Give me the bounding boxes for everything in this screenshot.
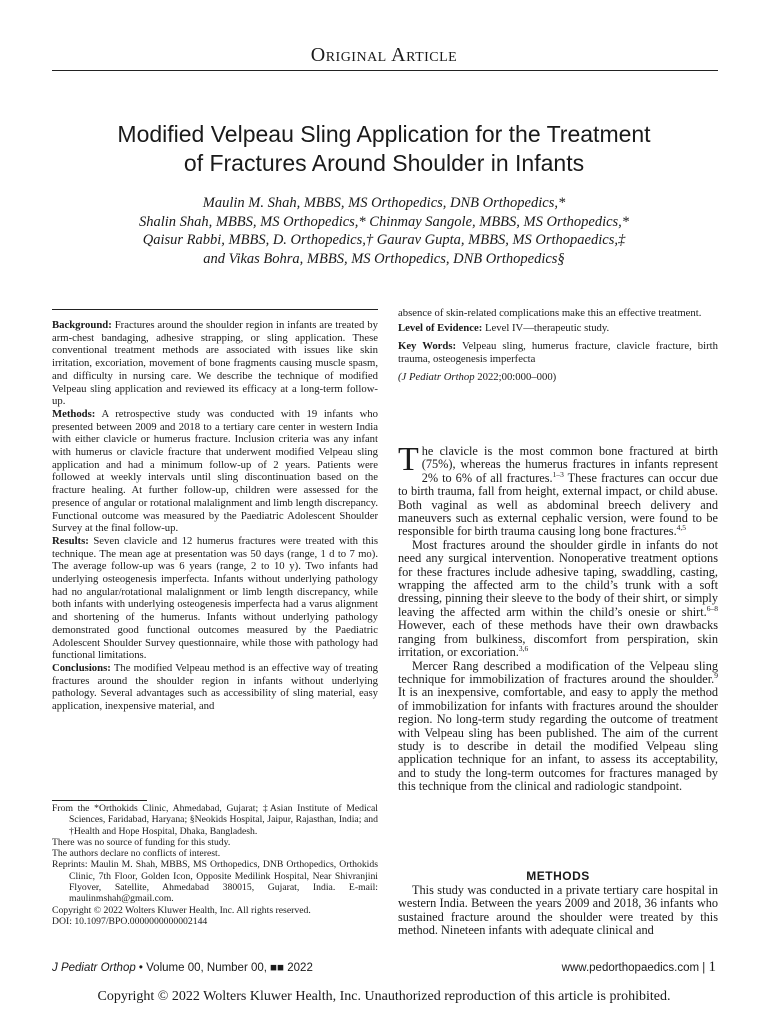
footnotes — [52, 803, 378, 927]
reference: 1–3 — [552, 469, 564, 479]
footnote-doi: DOI: 10.1097/BPO.0000000000002144 — [52, 915, 208, 927]
page-number: 1 — [708, 959, 716, 975]
paragraph-text: However, each of these methods have their own drawbacks ranging from bulkiness, discomfort from perspiration, skin irritation, or excoriation. — [398, 618, 718, 660]
reference: 3,6 — [518, 644, 529, 653]
footnote-affiliations: From the *Orthokids Clinic, Ahmedabad, Gujarat; ‡Asian Institute of Medical Sciences, Faridabad, Haryana; §Neokids Hospital, Jaipur, Rajasthan, India; and †Health and Hope Hospital, Dhaka, Bangladesh. — [52, 803, 378, 837]
abstract-results — [52, 535, 378, 662]
running-footer-site — [562, 959, 716, 976]
abstract-background — [52, 319, 378, 408]
level-text: Level IV—therapeutic study. — [484, 321, 610, 334]
citation-journal: (J Pediatr Orthop — [398, 370, 475, 383]
copyright-notice: Copyright © 2022 Wolters Kluwer Health, Inc. Unauthorized reproduction of this article is prohibited. — [97, 989, 671, 1004]
methods-text — [398, 884, 718, 938]
paragraph-text: Most fractures around the shoulder girdle in infants do not need any surgical intervention. Nonoperative treatment options for these fractures include adhesive taping, swaddling, casting, wrapping the affected arm to the child’s trunk with a soft dressing, pinning their sleeve to the body of their shirt, or simply leaving the affected arm within the child’s onesie or shirt. — [398, 537, 718, 619]
drop-cap: T — [398, 441, 419, 478]
level-of-evidence — [398, 322, 718, 335]
author-line: Maulin M. Shah, MBBS, MS Orthopedics, DNB Orthopedics,* — [202, 195, 566, 211]
author-line: Qaisur Rabbi, MBBS, D. Orthopedics,† Gaurav Gupta, MBBS, MS Orthopaedics,‡ — [142, 232, 626, 248]
paragraph — [398, 660, 718, 794]
paragraph: This study was conducted in a private tertiary care hospital in western India. Between the years 2009 and 2018, 36 infants who sustained fracture around the shoulder were treated by this method. Nineteen infants with adequate clinical and — [398, 883, 718, 938]
abstract-text: Fractures around the shoulder region in infants are treated by arm-chest bandaging, adhesive strapping, or sling application. These conventional treatment methods are associated with issues like skin irritation, excoriation, movement of bone fragments causing muscle spasm, and difficulty in nursing care. We describe the technique of modified Velpeau sling application and reviewed its efficacy at a long-term follow-up. — [52, 319, 378, 408]
paragraph-text: These fractures can occur due to birth trauma, fall from height, external impact, or child abuse. Both vaginal as well as abdominal breech delivery and maneuvers such as external cephalic version, were found to be responsible for birth trauma causing long bone fractures. — [398, 470, 718, 539]
author-line: Shalin Shah, MBBS, MS Orthopedics,* Chinmay Sangole, MBBS, MS Orthopedics,* — [138, 213, 630, 230]
section-label: Original Article — [310, 44, 458, 66]
abstract-conclusions — [52, 662, 378, 713]
author-list — [60, 194, 708, 268]
paragraph-text: It is an inexpensive, comfortable, and easy to apply the method of immobilization for infants with fractures around the shoulder region. No long-term study regarding the outcome of treatment with Velpeau sling has been published. The aim of the current study is to describe in detail the modified Velpeau sling application technique for an infant, to assess its acceptability, and to study the long-term outcomes for fractures managed by this technique from the clinical and radiologic standpoint. — [398, 685, 718, 794]
abstract-text: A retrospective study was conducted with 19 infants who presented between 2009 and 2018 to a tertiary care center in western India with either clavicle or humerus fracture. Inclusion criteria was any infant with humerus or clavicle fracture that underwent modified Velpeau sling application and had a minimum follow-up of 2 years. Patients were followed at weekly intervals until sling discontinuation based on the fracture healing. At further follow-up, children were assessed for the presence of angular or rotational malalignment and limb length discrepancy. Functional outcome was measured by the Paediatric Adolescent Shoulder Survey at the final follow-up. — [52, 407, 378, 535]
journal-issue: • Volume 00, Number 00, ■■ 2022 — [135, 962, 313, 974]
abstract-continuation — [398, 307, 718, 389]
abstract-heading: Conclusions: — [52, 661, 111, 674]
author-line: and Vikas Bohra, MBBS, MS Orthopedics, DNB Orthopedics§ — [203, 250, 565, 267]
reference: 6–8 — [706, 603, 718, 613]
footer-separator: | — [699, 962, 709, 974]
key-words — [398, 340, 718, 366]
running-footer-journal — [52, 962, 313, 974]
reference: 4,5 — [676, 523, 687, 533]
title-line-1: Modified Velpeau Sling Application for the Treatment — [117, 121, 651, 147]
title-line-2: of Fractures Around Shoulder in Infants — [183, 150, 585, 176]
keywords-heading: Key Words: — [398, 339, 457, 352]
reference: 9 — [714, 670, 718, 680]
paragraph-text: Mercer Rang described a modification of the Velpeau sling technique for immobilization of fractures around the shoulder. — [398, 658, 718, 686]
introduction-text — [398, 441, 718, 794]
footnote-funding: There was no source of funding for this study. — [52, 836, 231, 848]
level-heading: Level of Evidence: — [398, 321, 483, 334]
abstract-heading: Background: — [52, 319, 112, 331]
citation — [398, 371, 718, 384]
journal-name: J Pediatr Orthop — [52, 962, 136, 974]
footnote-conflicts: The authors declare no conflicts of interest. — [52, 848, 221, 860]
footnote-copyright: Copyright © 2022 Wolters Kluwer Health, Inc. All rights reserved. — [52, 904, 311, 916]
paragraph-text: he clavicle is the most common bone fractured at birth (75%), whereas the humerus fractures in infants represent 2% to 6% of all fractures. — [421, 444, 718, 485]
abstract-text: The modified Velpeau method is an effective way of treating fractures around the shoulder region in infants without underlying pathology. Several advantages such as accessibility of sling material, easy application, inexpensive material, and — [52, 661, 379, 713]
citation-volume: 2022;00:000–000) — [477, 370, 557, 383]
abstract-heading: Results: — [52, 534, 89, 547]
journal-website-link[interactable]: www.pedorthopaedics.com — [561, 962, 700, 974]
header-rule — [52, 70, 718, 71]
paragraph — [398, 539, 718, 660]
article-title — [60, 120, 708, 178]
abstract-heading: Methods: — [52, 407, 96, 420]
abstract — [52, 319, 378, 713]
abstract-continuation-text: absence of skin-related complications make this an effective treatment. — [398, 307, 702, 319]
paragraph — [398, 441, 718, 539]
abstract-rule — [52, 309, 378, 310]
abstract-methods — [52, 408, 378, 535]
footnote-reprints: Reprints: Maulin M. Shah, MBBS, MS Orthopedics, DNB Orthopedics, Orthokids Clinic, 7th Floor, Golden Icon, Opposite Medilink Hospital, Near Shivranjini Flyover, Satellite, Ahmedabad 380015, Gujarat, India. E-mail: maulinmshah@gmail.com. — [52, 859, 378, 905]
footnote-rule — [52, 800, 147, 801]
methods-heading: METHODS — [526, 869, 590, 883]
abstract-text: Seven clavicle and 12 humerus fractures were treated with this technique. The mean age at presentation was 50 days (range, 1 d to 7 mo). The average follow-up was 6 years (range, 2 to 10 y). Two infants had underlying osteogenesis imperfecta. Infants without underlying pathology had no angular/rotational malalignment or limb length discrepancy, while both infants with underlying osteogenesis imperfecta had a varus alignment and shortening of the humerus. Infants without underlying pathology demonstrated good functional outcomes measured by the Paediatric Adolescent Shoulder Survey questionnaire, while those with pathology had functional limitations. — [52, 534, 378, 662]
keywords-text: Velpeau sling, humerus fracture, clavicle fracture, birth trauma, osteogenesis imperfecta — [398, 339, 718, 365]
